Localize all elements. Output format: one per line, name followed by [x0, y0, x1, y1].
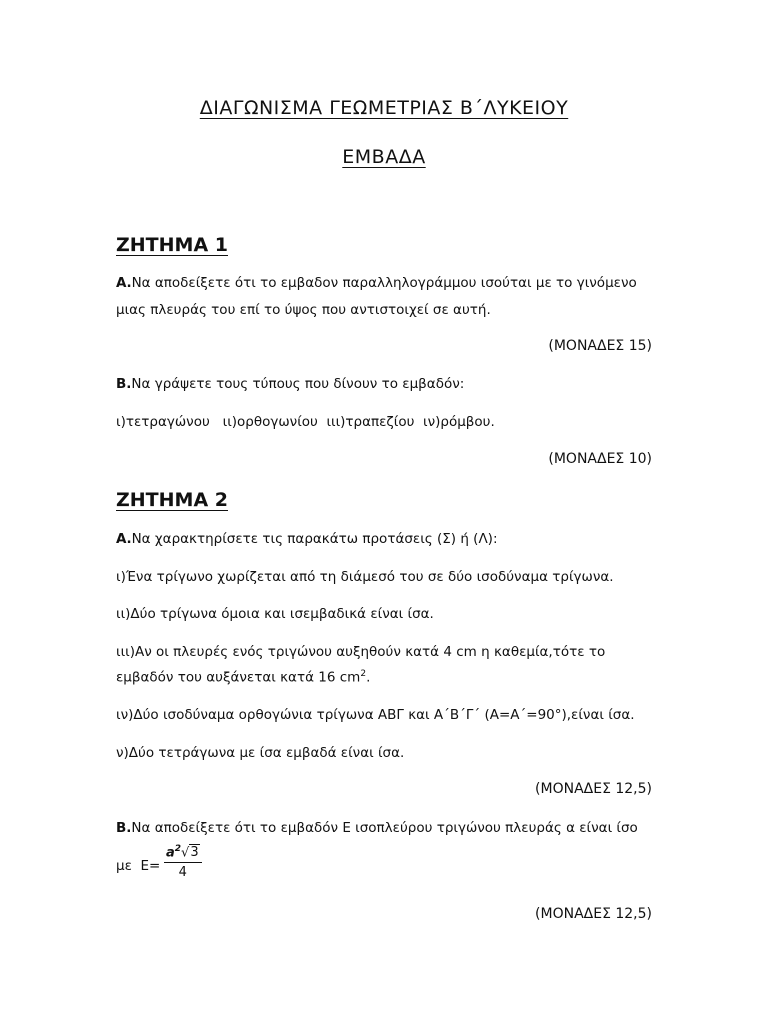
- q2-part-a-intro: [116, 531, 498, 547]
- q1-part-a-marks: (ΜΟΝΑΔΕΣ 15): [548, 338, 652, 354]
- exam-subtitle: ΕΜΒΑΔΑ: [342, 146, 426, 168]
- q1-part-b-text-1: Να γράψετε τους τύπους που δίνουν το εμβαδόν:: [131, 376, 465, 392]
- formula-square-root: √3: [181, 845, 199, 861]
- q2-statement-3-period: .: [366, 669, 371, 686]
- q2-part-b-marks: (ΜΟΝΑΔΕΣ 12,5): [535, 906, 652, 922]
- q2-part-b-label: Β.: [116, 820, 132, 836]
- exam-title: ΔΙΑΓΩΝΙΣΜΑ ΓΕΩΜΕΤΡΙΑΣ Β΄ΛΥΚΕΙΟΥ: [199, 97, 569, 119]
- q2-statement-2: ιι)Δύο τρίγωνα όμοια και ισεμβαδικά είναι ίσα.: [116, 606, 434, 622]
- q2-statement-3-line-2: [116, 669, 370, 686]
- q2-statement-4: ιν)Δύο ισοδύναμα ορθογώνια τρίγωνα ΑΒΓ και Α΄Β΄Γ΄ (Α=Α΄=90°),είναι ίσα.: [116, 707, 635, 723]
- q1-part-b-marks: (ΜΟΝΑΔΕΣ 10): [548, 451, 652, 467]
- q2-part-a-intro-text: Να χαρακτηρίσετε τις παρακάτω προτάσεις (Σ) ή (Λ):: [131, 531, 498, 547]
- q2-statement-1: ι)Ένα τρίγωνο χωρίζεται από τη διάμεσό του σε δύο ισοδύναμα τρίγωνα.: [116, 569, 614, 585]
- question-2-heading: ΖΗΤΗΜΑ 2: [116, 489, 228, 511]
- q1-part-b-label: Β.: [116, 376, 132, 392]
- q1-part-b-line-1: [116, 376, 464, 392]
- q2-statement-3-line-1: ιιι)Αν οι πλευρές ενός τριγώνου αυξηθούν κατά 4 cm η καθεμία,τότε το: [116, 644, 606, 660]
- question-1-heading: ΖΗΤΗΜΑ 1: [116, 234, 228, 256]
- q1-part-a-line-1: [116, 275, 637, 291]
- q1-part-b-line-2: ι)τετραγώνου ιι)ορθογωνίου ιιι)τραπεζίου ιν)ρόμβου.: [116, 414, 495, 430]
- formula-denominator: 4: [178, 865, 187, 881]
- q1-part-a-line-2: μιας πλευράς του επί το ύψος που αντιστοιχεί σε αυτή.: [116, 302, 491, 318]
- formula-radicand: 3: [190, 845, 199, 861]
- q2-statement-5: ν)Δύο τετράγωνα με ίσα εμβαδά είναι ίσα.: [116, 745, 405, 761]
- q2-statement-3-text: εμβαδόν του αυξάνεται κατά 16 cm: [116, 669, 361, 686]
- formula-fraction-bar: [164, 862, 202, 863]
- formula-exponent: 2: [174, 844, 182, 854]
- q2-statement-3-exponent: 2: [360, 669, 367, 679]
- area-formula-fraction: [164, 844, 202, 880]
- q2-part-b-line-1: [116, 820, 638, 836]
- q2-part-a-label: Α.: [116, 531, 132, 547]
- formula-base: a: [166, 845, 175, 861]
- q1-part-a-text-1: Να αποδείξετε ότι το εμβαδον παραλληλογράμμου ισούται με το γινόμενο: [131, 275, 637, 291]
- q2-part-a-marks: (ΜΟΝΑΔΕΣ 12,5): [535, 781, 652, 797]
- q1-part-a-label: Α.: [116, 275, 132, 291]
- q2-part-b-formula-prefix: με Ε=: [116, 858, 161, 874]
- q2-part-b-text-1: Να αποδείξετε ότι το εμβαδόν Ε ισοπλεύρου τριγώνου πλευράς α είναι ίσο: [131, 820, 638, 836]
- formula-numerator: [164, 844, 202, 860]
